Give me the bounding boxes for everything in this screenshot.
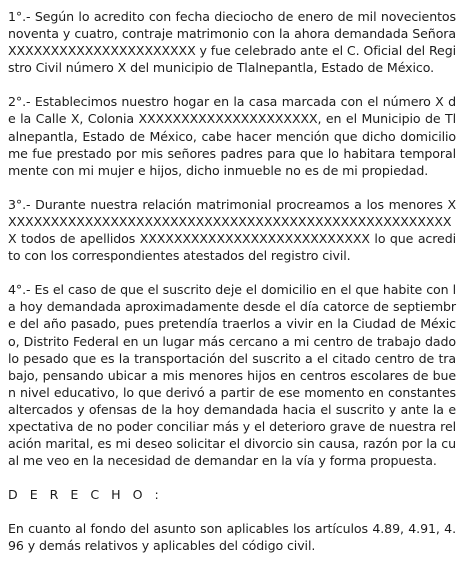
paragraph-4: 4°.- Es el caso de que el suscrito deje el domicilio en el que habite con la hoy demandada aproximadamente desde el día catorce de septiembre del año pasado, pues pretendía traerlos a vivir en la Ciudad de México, Distrito Federal en un lugar más cercano a mi centro de trabajo dado lo pesado que es la transportación del suscrito a el citado centro de trabajo, pensando ubicar a mis menores hijos en centros escolares de buen nivel educativo, lo que derivó a partir de ese momento en constantes altercados y ofensas de la hoy demandada hacia el suscrito y ante la expectativa de no poder conciliar más y el deterioro grave de nuestra relación marital, es mi deseo solicitar el divorcio sin causa, razón por la cual me veo en la necesidad de demandar en la vía y forma propuesta. — [8, 282, 456, 469]
section-heading-derecho: D E R E C H O : — [8, 487, 163, 503]
document-body — [8, 8, 456, 555]
paragraph-2: 2°.- Establecimos nuestro hogar en la casa marcada con el número X de la Calle X, Colonia XXXXXXXXXXXXXXXXXXXXX, en el Municipio de Tlalnepantla, Estado de México, cabe hacer mención que dicho domicilio me fue prestado por mis señores padres para que lo habitara temporalmente con mi mujer e hijos, dicho inmueble no es de mi propiedad. — [8, 94, 456, 178]
paragraph-1: 1°.- Según lo acredito con fecha dieciocho de enero de mil novecientos noventa y cuatro, contraje matrimonio con la ahora demandada Señora XXXXXXXXXXXXXXXXXXXXXX y fue celebrado ante el C. Oficial del Registro Civil número X del municipio de Tlalnepantla, Estado de México. — [8, 9, 456, 76]
paragraph-5: En cuanto al fondo del asunto son aplicables los artículos 4.89, 4.91, 4.96 y demás relativos y aplicables del código civil. — [8, 521, 456, 554]
paragraph-3: 3°.- Durante nuestra relación matrimonial procreamos a los menores XXXXXXXXXXXXXXXXXXXXXXXXXXXXXXXXXXXXXXXXXXXXXXXXXXXXXX todos de apellidos XXXXXXXXXXXXXXXXXXXXXXXXXXX lo que acredito con los correspondientes atestados del registro civil. — [8, 196, 456, 264]
